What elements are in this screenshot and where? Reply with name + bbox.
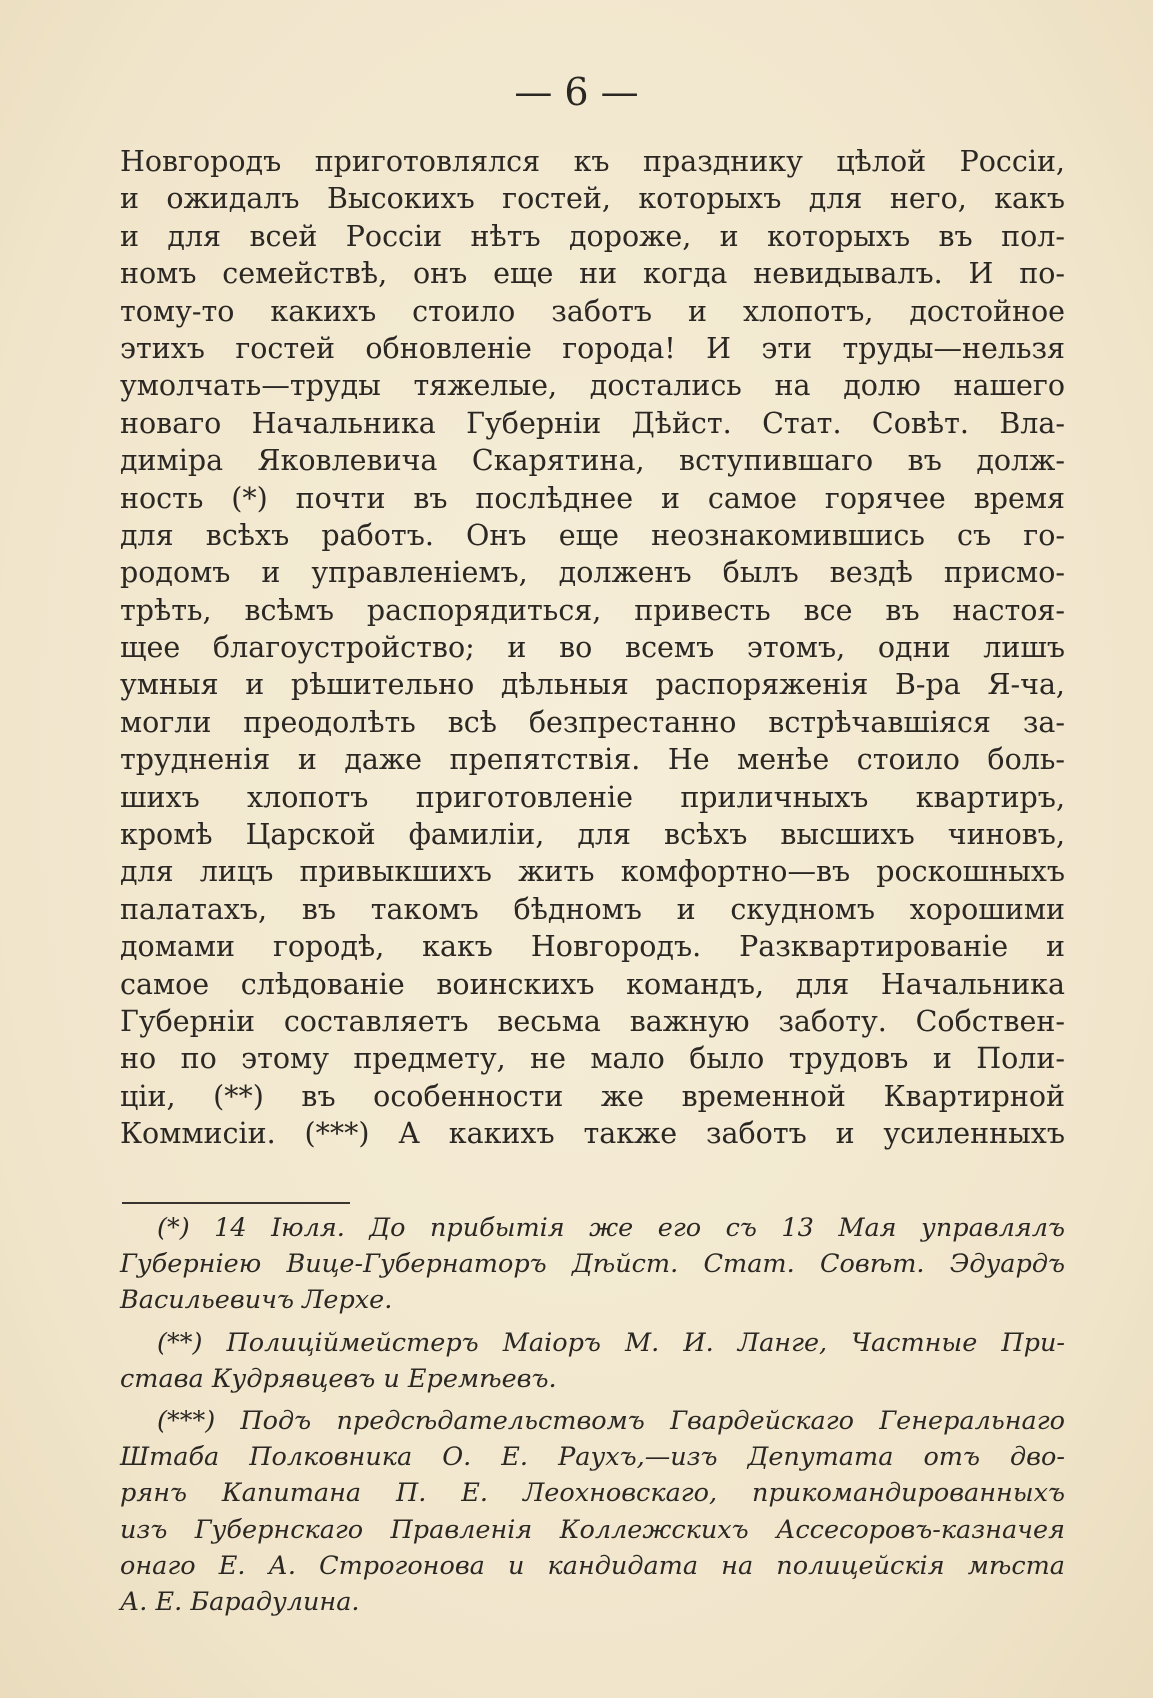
text-line: Губерніи составляетъ весьма важную заботу. Собствен- xyxy=(120,1004,1065,1038)
footnote-1 xyxy=(120,1210,1065,1319)
text-line: ціи, (**) въ особенности же временной Квартирной xyxy=(120,1079,1065,1113)
footnotes xyxy=(120,1210,1065,1620)
footnote-line: Штаба Полковника О. Е. Раухъ,—изъ Депутата отъ дво- xyxy=(120,1442,1065,1473)
text-line: номъ семействѣ, онъ еще ни когда невидывалъ. И по- xyxy=(120,257,1065,291)
text-line: умныя и рѣшительно дѣльныя распоряженія В-ра Я-ча, xyxy=(120,668,1065,702)
text-line: диміра Яковлевича Скарятина, вступившаго въ долж- xyxy=(120,444,1065,478)
text-line: Новгородъ приготовлялся къ празднику цѣлой Россіи, xyxy=(120,145,1065,178)
text-line: щее благоустройство; и во всемъ этомъ, одни лишъ xyxy=(120,631,1065,665)
main-text xyxy=(120,143,1065,1153)
text-line: кромѣ Царской фамиліи, для всѣхъ высшихъ чиновъ, xyxy=(120,818,1065,852)
text-line: этихъ гостей обновленіе города! И эти труды—нельзя xyxy=(120,331,1065,365)
text-line: новаго Начальника Губерніи Дѣйст. Стат. Совѣт. Вла- xyxy=(120,406,1065,440)
text-line: палатахъ, въ такомъ бѣдномъ и скудномъ хорошими xyxy=(120,892,1065,926)
text-line: но по этому предмету, не мало было трудовъ и Поли- xyxy=(120,1042,1065,1076)
text-line: Коммисіи. (***) А какихъ также заботъ и усиленныхъ xyxy=(120,1117,1065,1151)
footnote-line: Губерніею Вице-Губернаторъ Дѣйст. Стат. Совѣт. Эдуардъ xyxy=(120,1249,1065,1280)
footnote-line: става Кудрявцевъ и Еремѣевъ. xyxy=(120,1363,557,1394)
footnote-line: (**) Полиціймейстеръ Маіоръ М. И. Ланге, Частные При- xyxy=(157,1327,1065,1358)
text-line: тому-то какихъ стоило заботъ и хлопотъ, достойное xyxy=(120,294,1065,328)
page-number: — 6 — xyxy=(514,70,639,114)
text-line: трѣть, всѣмъ распорядиться, привесть все въ настоя- xyxy=(120,593,1065,627)
text-line: могли преодолѣть всѣ безпрестанно встрѣчавшіяся за- xyxy=(120,705,1065,739)
footnote-line: (***) Подъ предсѣдательствомъ Гвардейскаго Генеральнаго xyxy=(157,1405,1065,1436)
footnote-3 xyxy=(120,1403,1065,1620)
text-line: шихъ хлопотъ приготовленіе приличныхъ квартиръ, xyxy=(120,780,1065,814)
footnote-line: (*) 14 Іюля. До прибытія же его съ 13 Мая управлялъ xyxy=(157,1213,1065,1243)
footnote-line: изъ Губернскаго Правленія Коллежскихъ Ассесоровъ-казначея xyxy=(120,1514,1065,1545)
footnote-line: Васильевичъ Лерхе. xyxy=(120,1285,393,1316)
text-line: для всѣхъ работъ. Онъ еще неознакомившись съ го- xyxy=(120,518,1065,552)
text-line: родомъ и управленіемъ, долженъ былъ вездѣ присмо- xyxy=(120,556,1065,590)
text-line: и ожидалъ Высокихъ гостей, которыхъ для него, какъ xyxy=(120,182,1065,216)
text-line: умолчать—труды тяжелые, достались на долю нашего xyxy=(120,369,1065,403)
text-line: и для всей Россіи нѣтъ дороже, и которыхъ въ пол- xyxy=(120,219,1065,253)
footnote-2 xyxy=(120,1325,1065,1397)
footnote-divider xyxy=(122,1202,350,1204)
text-line: самое слѣдованіе воинскихъ командъ, для Начальника xyxy=(120,967,1065,1001)
footnote-line: А. Е. Барадулина. xyxy=(120,1586,360,1617)
text-line: домами городѣ, какъ Новгородъ. Разквартированіе и xyxy=(120,930,1065,964)
footnote-line: рянъ Капитана П. Е. Леохновскаго, прикомандированныхъ xyxy=(120,1478,1065,1509)
text-line: трудненія и даже препятствія. Не менѣе стоило боль- xyxy=(120,743,1065,777)
text-line: ность (*) почти въ послѣднее и самое горячее время xyxy=(120,481,1065,515)
footnote-line: онаго Е. А. Строгонова и кандидата на полицейскія мѣста xyxy=(120,1550,1065,1581)
text-line: для лицъ привыкшихъ жить комфортно—въ роскошныхъ xyxy=(120,855,1065,889)
